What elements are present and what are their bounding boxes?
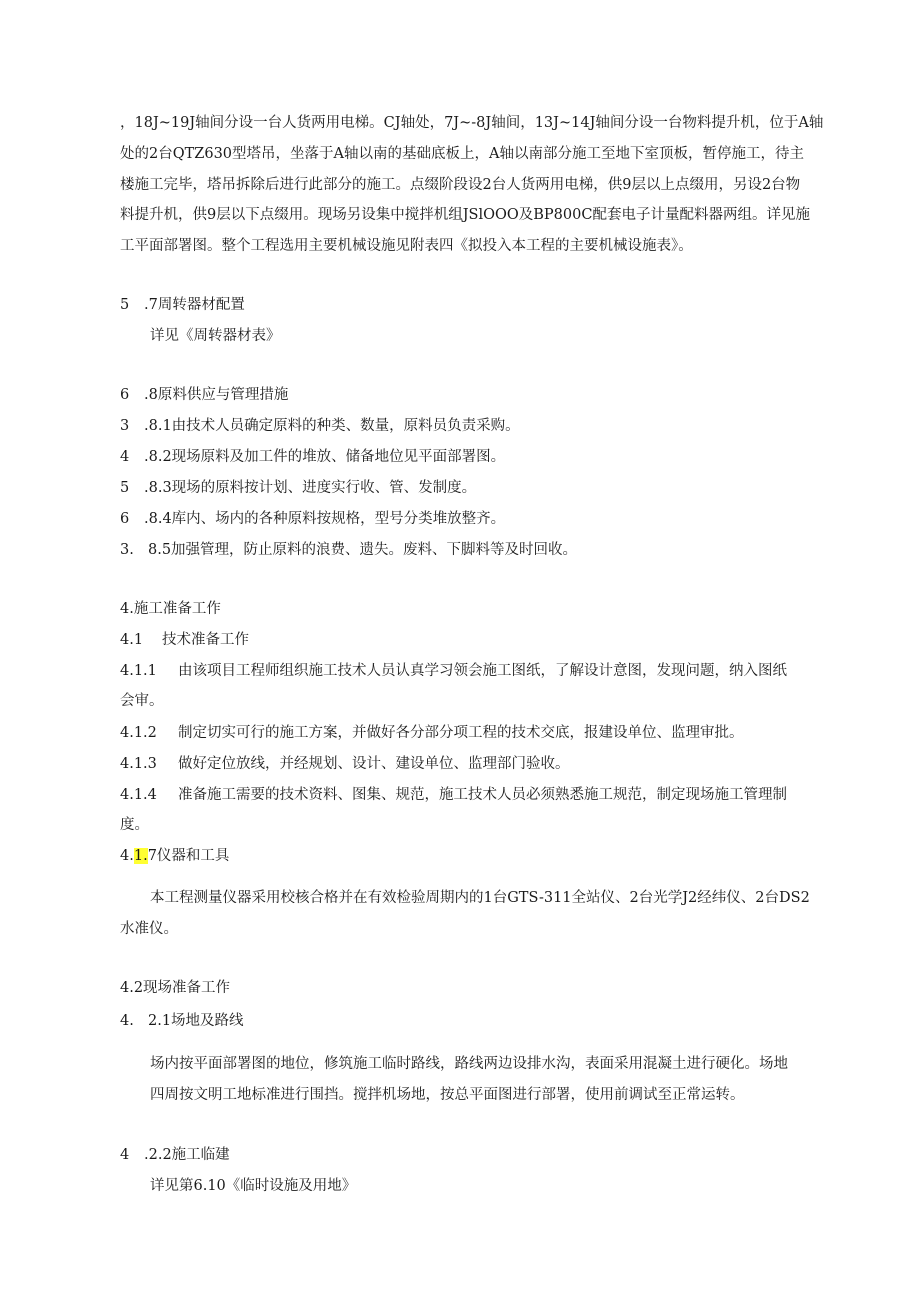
list-item-continuation: 度。 [120, 817, 149, 833]
list-item-4-1-1: 4.1.1 由该项目工程师组织施工技术人员认真学习领会施工图纸，了解设计意图，发现问题，纳入图纸 [120, 663, 787, 679]
section-body: 详见第6.10《临时设施及用地》 [150, 1178, 357, 1194]
list-item: 3 .8.1由技术人员确定原料的种类、数量，原料员负责采购。 [120, 418, 520, 434]
list-item-4-1-2: 4.1.2 制定切实可行的施工方案，并做好各分部分项工程的技术交底，报建设单位、监理审批。 [120, 725, 744, 741]
section-title: 技术准备工作 [162, 632, 249, 648]
paragraph-line: 场内按平面部署图的地位，修筑施工临时路线，路线两边设排水沟，表面采用混凝土进行硬化。场地 [150, 1056, 788, 1072]
list-item: 4 .8.2现场原料及加工件的堆放、储备地位见平面部署图。 [120, 449, 506, 465]
list-item-4-1-3: 4.1.3 做好定位放线，并经规划、设计、建设单位、监理部门验收。 [120, 756, 570, 772]
list-item: 5 .8.3现场的原料按计划、进度实行收、管、发制度。 [120, 480, 477, 496]
paragraph-line: 处的2台QTZ630型塔吊，坐落于A轴以南的基础底板上，A轴以南部分施工至地下室顶板，暂停施工，待主 [120, 146, 804, 162]
paragraph-line: 楼施工完毕，塔吊拆除后进行此部分的施工。点缀阶段设2台人货两用电梯，供9层以上点缀用，另设2台物 [120, 177, 801, 193]
subsection-heading-4-2-1: 4. 2.1场地及路线 [120, 1013, 244, 1029]
highlight-mark: 1. [133, 848, 148, 864]
paragraph-line: 本工程测量仪器采用校核合格并在有效检验周期内的1台GTS-311全站仪、2台光学J2经纬仪、2台DS2 [150, 890, 810, 906]
paragraph-line: ，18J~19J轴间分设一台人货两用电梯。CJ轴处，7J~-8J轴间，13J~14J轴间分设一台物料提升机，位于A轴 [120, 115, 824, 131]
section-heading-4-2: 4.2现场准备工作 [120, 980, 231, 996]
section-body: 详见《周转器材表》 [150, 328, 281, 344]
list-item: 3. 8.5加强管理，防止原料的浪费、遗失。废料、下脚料等及时回收。 [120, 542, 578, 558]
paragraph-line: 水准仪。 [120, 921, 178, 937]
list-item-4-1-4: 4.1.4 准备施工需要的技术资料、图集、规范，施工技术人员必须熟悉施工规范，制定现场施工管理制 [120, 787, 787, 803]
section-title: .8原料供应与管理措施 [144, 387, 289, 403]
section-heading-6-8 [120, 385, 288, 405]
section-number: 6 [120, 387, 130, 403]
section-title: .7周转器材配置 [144, 297, 245, 313]
section-number: 4.1 [120, 632, 144, 648]
section-heading-5-7 [120, 295, 245, 315]
subsection-heading-4-1-7: 4.1.7仪器和工具 [120, 848, 230, 864]
subsection-heading-4-1 [120, 630, 249, 650]
list-item: 6 .8.4库内、场内的各种原料按规格，型号分类堆放整齐。 [120, 511, 506, 527]
subsection-heading-4-2-2: 4 .2.2施工临建 [120, 1147, 230, 1163]
section-heading-4: 4.施工准备工作 [120, 601, 221, 617]
paragraph-line: 工平面部署图。整个工程选用主要机械设施见附表四《拟投入本工程的主要机械设施表》。 [120, 238, 693, 254]
list-item-continuation: 会审。 [120, 693, 164, 709]
paragraph-line: 料提升机，供9层以下点缀用。现场另设集中搅拌机组JSlOOO及BP800C配套电子计量配料器两组。详见施 [120, 207, 810, 223]
section-number: 5 [120, 297, 130, 313]
paragraph-line: 四周按文明工地标准进行围挡。搅拌机场地，按总平面图进行部署，使用前调试至正常运转。 [150, 1087, 745, 1103]
